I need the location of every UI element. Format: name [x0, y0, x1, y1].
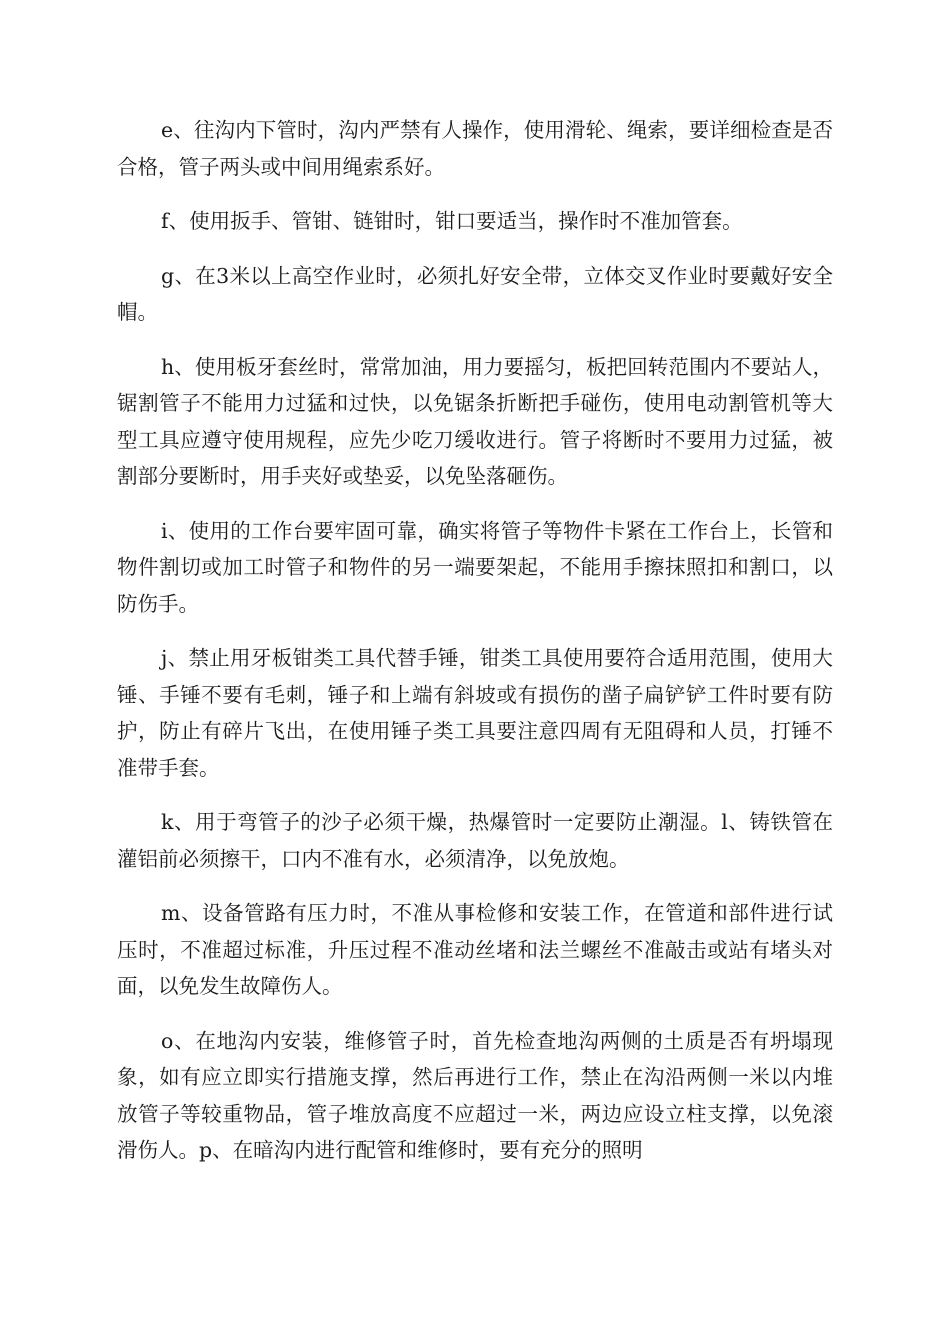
- paragraph-e: e、往沟内下管时，沟内严禁有人操作，使用滑轮、绳索，要详细检查是否合格，管子两头或中间用绳索系好。: [117, 118, 833, 179]
- paragraph-m: m、设备管路有压力时，不准从事检修和安装工作，在管道和部件进行试压时，不准超过标准，升压过程不准动丝堵和法兰螺丝不准敲击或站有堵头对面，以免发生故障伤人。: [117, 901, 833, 998]
- paragraph-i: i、使用的工作台要牢固可靠，确实将管子等物件卡紧在工作台上，长管和物件割切或加工时管子和物件的另一端要架起，不能用手擦抹照扣和割口，以防伤手。: [117, 518, 833, 616]
- paragraph-h: h、使用板牙套丝时，常常加油，用力要摇匀，板把回转范围内不要站人，锯割管子不能用力过猛和过快，以免锯条折断把手碰伤，使用电动割管机等大型工具应遵守使用规程，应先少吃刀缓收进行。管子将断时不要用力过猛，被割部分要断时，用手夹好或垫妥，以免坠落砸伤。: [117, 354, 833, 488]
- paragraph-f: f、使用扳手、管钳、链钳时，钳口要适当，操作时不准加管套。: [161, 209, 743, 233]
- document-body: [117, 112, 833, 1187]
- paragraph-g: g、在3米以上高空作业时，必须扎好安全带，立体交叉作业时要戴好安全帽。: [117, 263, 833, 324]
- paragraph-k-l: k、用于弯管子的沙子必须干燥，热爆管时一定要防止潮湿。l、铸铁管在灌铝前必须擦干，口内不准有水，必须清净，以免放炮。: [117, 810, 833, 871]
- paragraph-o-p: o、在地沟内安装，维修管子时，首先检查地沟两侧的土质是否有坍塌现象，如有应立即实行措施支撑，然后再进行工作，禁止在沟沿两侧一米以内堆放管子等较重物品，管子堆放高度不应超过一米，两边应设立柱支撑，以免滚滑伤人。p、在暗沟内进行配管和维修时，要有充分的照明: [117, 1028, 833, 1162]
- paragraph-j: j、禁止用牙板钳类工具代替手锤，钳类工具使用要符合适用范围，使用大锤、手锤不要有毛刺，锤子和上端有斜坡或有损伤的凿子扁铲铲工件时要有防护，防止有碎片飞出，在使用锤子类工具要注意四周有无阻碍和人员，打锤不准带手套。: [117, 646, 833, 780]
